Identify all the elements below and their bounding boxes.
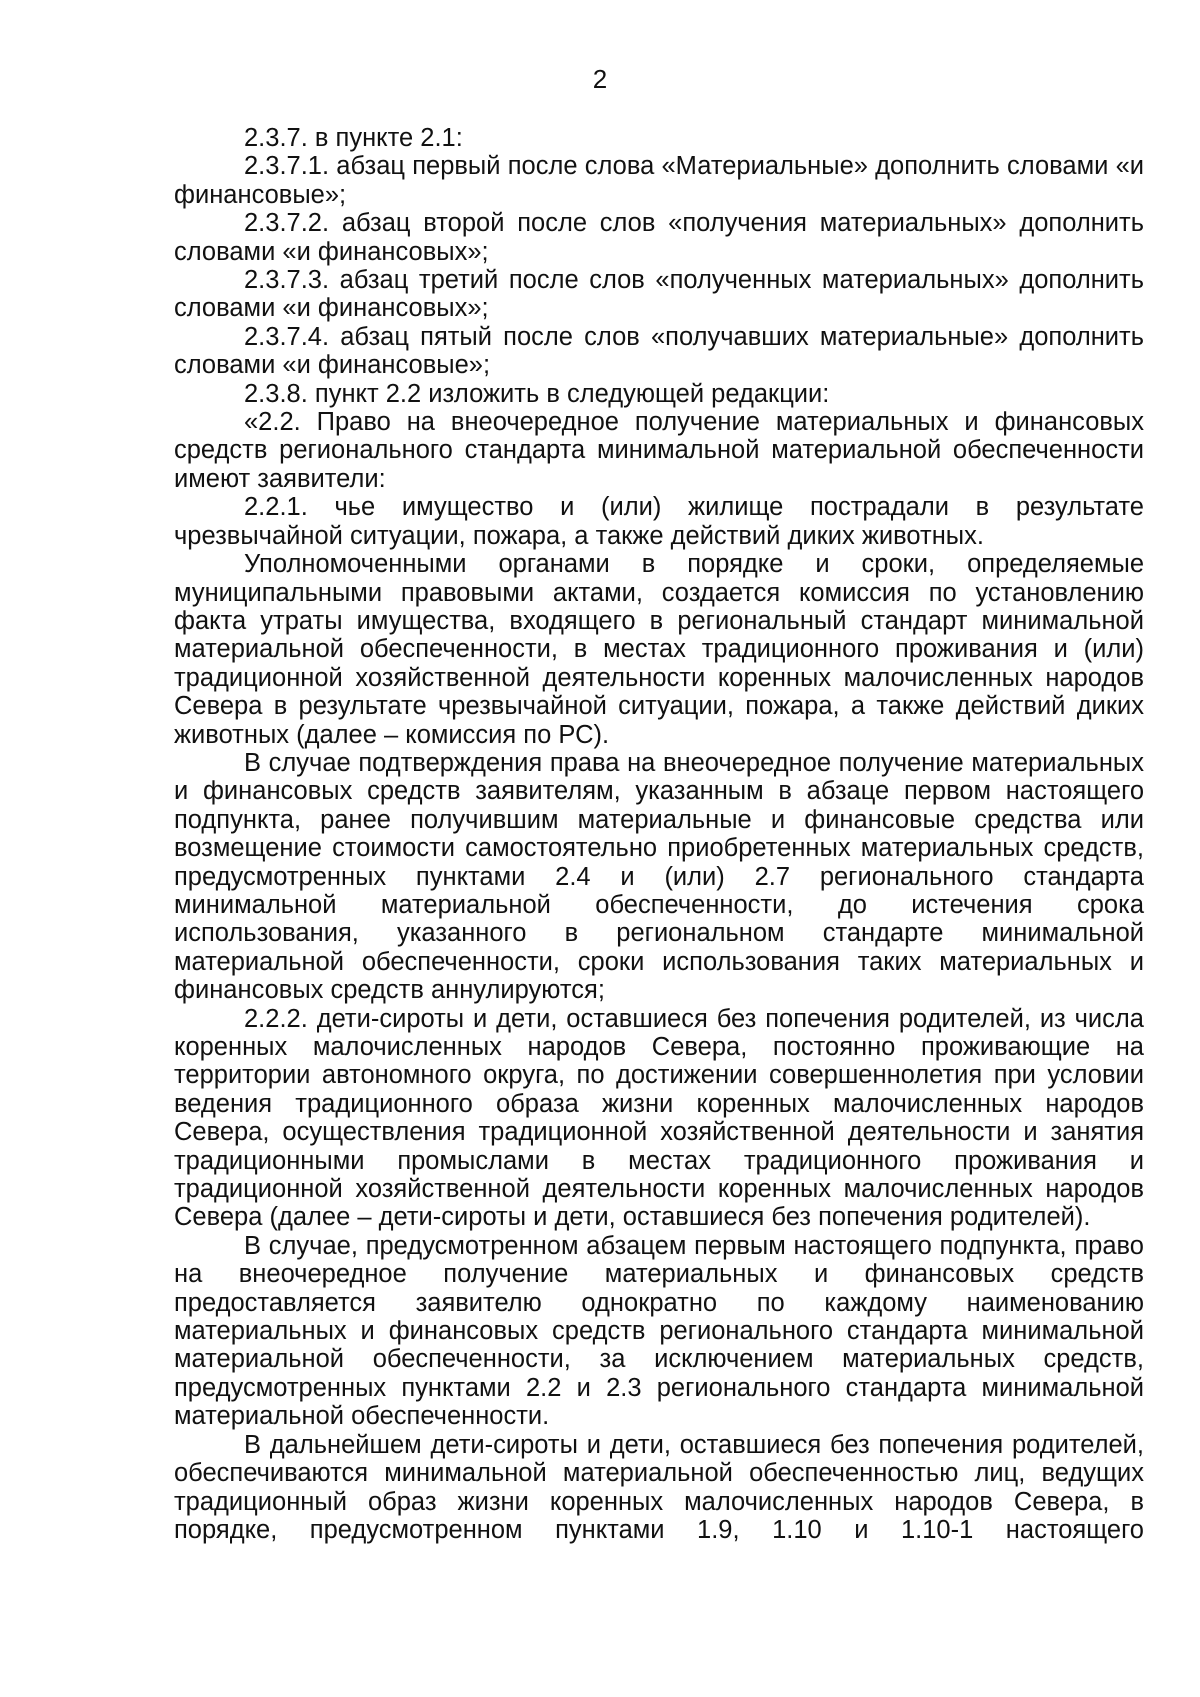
paragraph: «2.2. Право на внеочередное получение материальных и финансовых средств регионального стандарта минимальной материальной обеспеченности имеют заявители:	[174, 408, 1144, 493]
paragraph: 2.3.7.2. абзац второй после слов «получения материальных» дополнить словами «и финансовых»;	[174, 209, 1144, 266]
paragraph: Уполномоченными органами в порядке и сроки, определяемые муниципальными правовыми актами, создается комиссия по установлению факта утраты имущества, входящего в региональный стандарт минимальной материальной обеспеченности, в местах традиционного проживания и (или) традиционной хозяйственной деятельности коренных малочисленных народов Севера в результате чрезвычайной ситуации, пожара, а также действий диких животных (далее – комиссия по РС).	[174, 550, 1144, 749]
paragraph: 2.2.1. чье имущество и (или) жилище пострадали в результате чрезвычайной ситуации, пожара, а также действий диких животных.	[174, 493, 1144, 550]
document-body	[174, 124, 1144, 1544]
paragraph: 2.3.7. в пункте 2.1:	[244, 124, 463, 152]
paragraph: 2.3.7.1. абзац первый после слова «Материальные» дополнить словами «и финансовые»;	[174, 152, 1144, 209]
paragraph: В случае подтверждения права на внеочередное получение материальных и финансовых средств заявителям, указанным в абзаце первом настоящего подпункта, ранее получившим материальные и финансовые средства или возмещение стоимости самостоятельно приобретенных материальных средств, предусмотренных пунктами 2.4 и (или) 2.7 регионального стандарта минимальной материальной обеспеченности, до истечения срока использования, указанного в региональном стандарте минимальной материальной обеспеченности, сроки использования таких материальных и финансовых средств аннулируются;	[174, 748, 1144, 1005]
paragraph: 2.3.7.3. абзац третий после слов «полученных материальных» дополнить словами «и финансовых»;	[174, 266, 1144, 323]
paragraph-continued: В дальнейшем дети-сироты и дети, оставшиеся без попечения родителей, обеспечиваются минимальной материальной обеспеченностью лиц, ведущих традиционный образ жизни коренных малочисленных народов Севера, в порядке, предусмотренном пунктами 1.9, 1.10 и 1.10-1 настоящего	[174, 1430, 1144, 1544]
paragraph: 2.3.8. пункт 2.2 изложить в следующей редакции:	[244, 379, 830, 408]
paragraph: В случае, предусмотренном абзацем первым настоящего подпункта, право на внеочередное получение материальных и финансовых средств предоставляется заявителю однократно по каждому наименованию материальных и финансовых средств регионального стандарта минимальной материальной обеспеченности, за исключением материальных средств, предусмотренных пунктами 2.2 и 2.3 регионального стандарта минимальной материальной обеспеченности.	[174, 1231, 1144, 1431]
paragraph: 2.3.7.4. абзац пятый после слов «получавших материальные» дополнить словами «и финансовые»;	[174, 322, 1144, 380]
page-number: 2	[592, 64, 608, 94]
paragraph: 2.2.2. дети-сироты и дети, оставшиеся без попечения родителей, из числа коренных малочисленных народов Севера, постоянно проживающие на территории автономного округа, по достижении совершеннолетия при условии ведения традиционного образа жизни коренных малочисленных народов Севера, осуществления традиционной хозяйственной деятельности и занятия традиционными промыслами в местах традиционного проживания и традиционной хозяйственной деятельности коренных малочисленных народов Севера (далее – дети-сироты и дети, оставшиеся без попечения родителей).	[174, 1004, 1144, 1232]
